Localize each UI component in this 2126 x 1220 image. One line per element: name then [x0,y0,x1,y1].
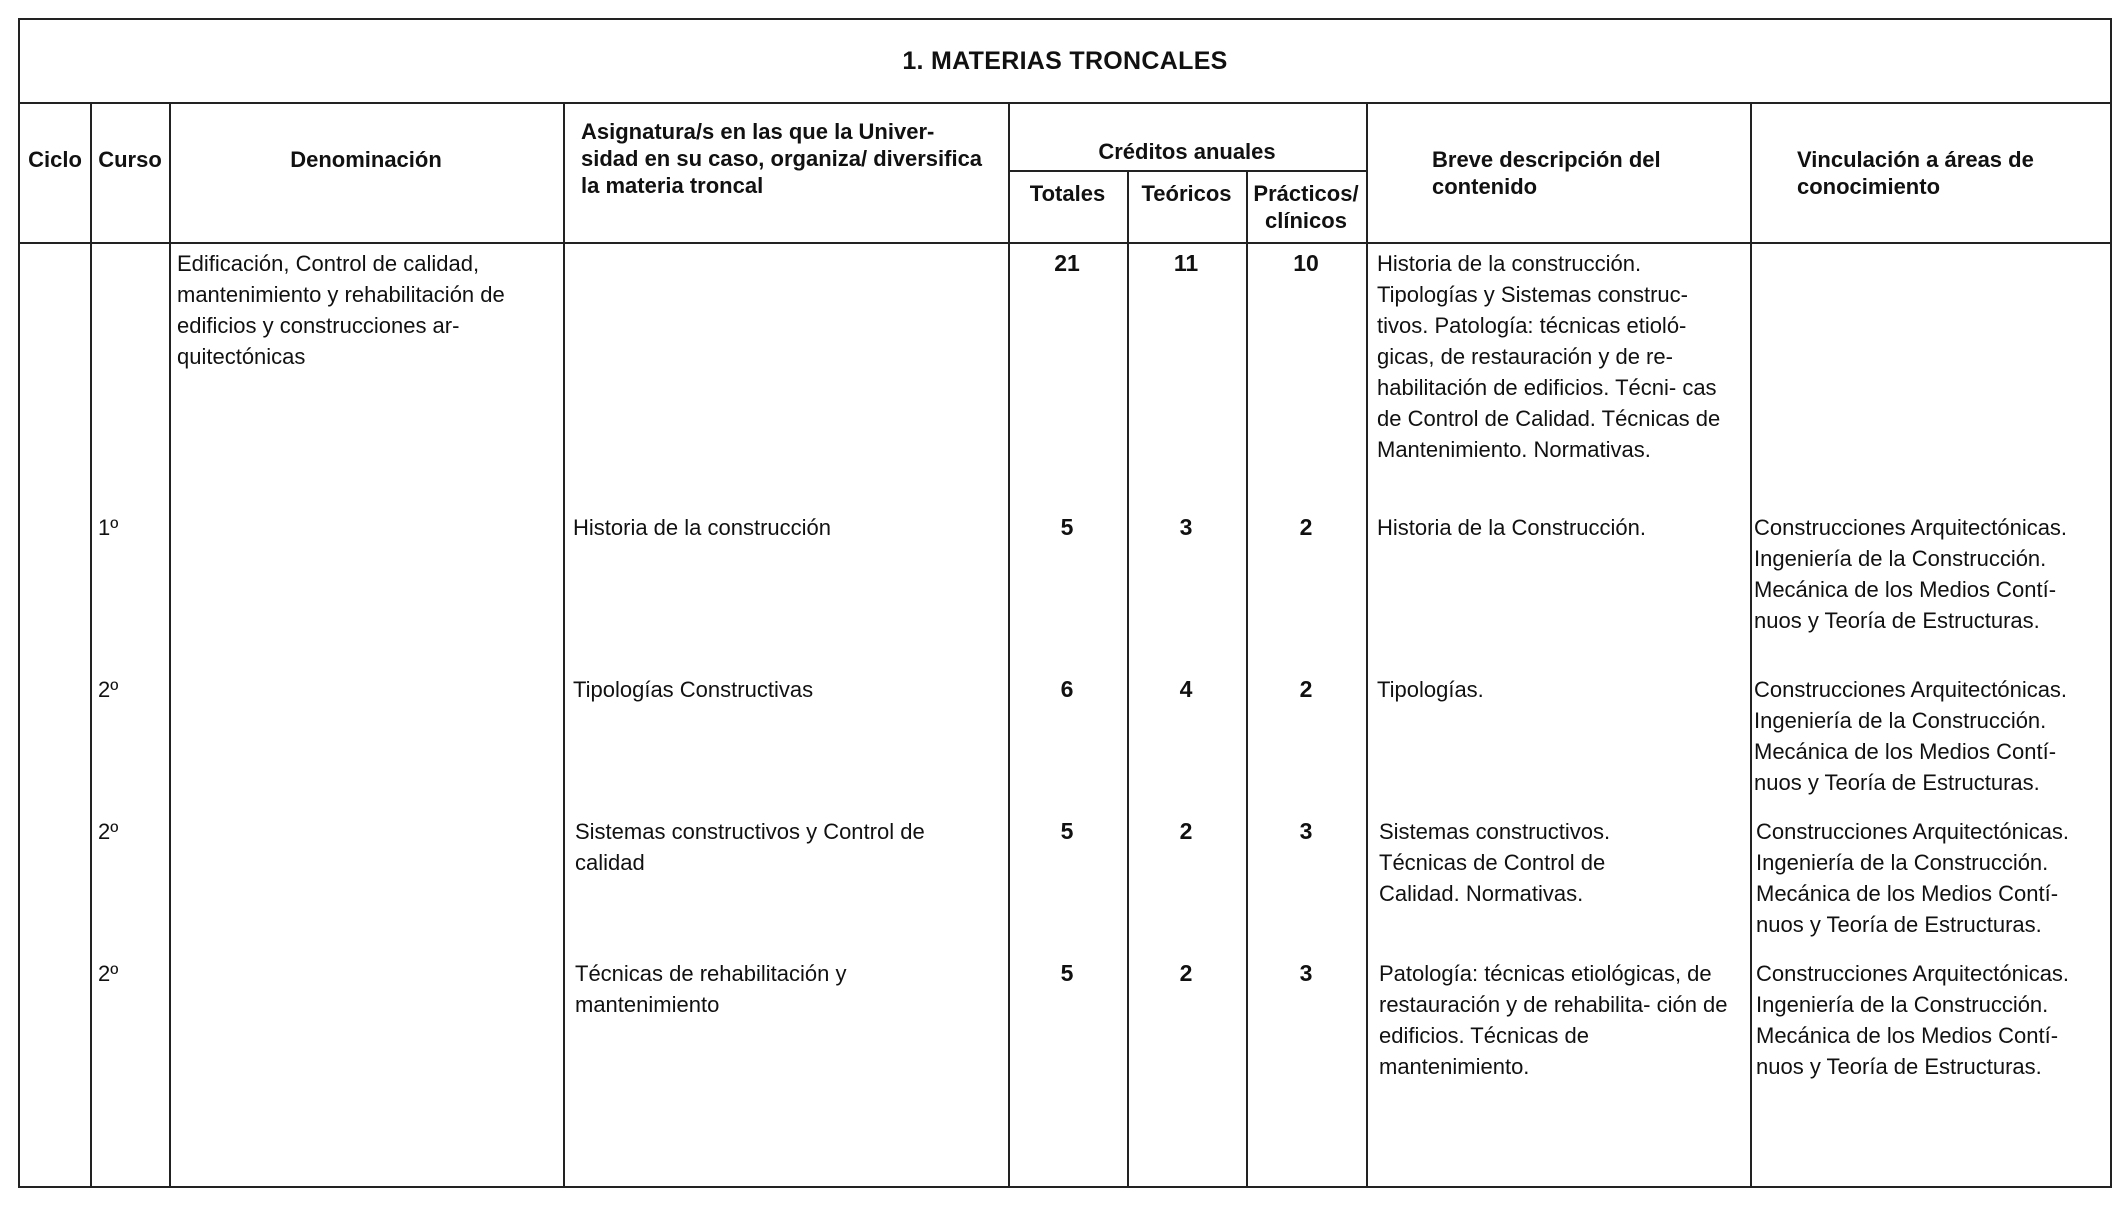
row-1-asignatura: Historia de la construcción [573,515,832,540]
col-rule-denominacion [563,104,565,1186]
row-4-curso: 2º [98,961,119,986]
col-rule-asignaturas [1008,104,1010,1186]
row-1-practicos: 2 [1299,514,1313,540]
col-rule-curso [169,104,171,1186]
row-2-vinculacion: Construcciones Arquitectónicas. Ingeniería de la Construcción. Mecánica de los Medios Contí- nuos y Teoría de Estructuras. [1754,677,2068,795]
header-asignaturas: Asignatura/s en las que la Univer- sidad en su caso, organiza/ diversifica la materia troncal [581,119,983,198]
document-table [18,18,2112,1188]
row-3-asignatura: Sistemas constructivos y Control de calidad [575,819,925,875]
header-curso: Curso [98,147,162,172]
subject-totales: 21 [1054,250,1080,276]
col-rule-ciclo [90,104,92,1186]
row-2-practicos: 2 [1299,676,1313,702]
subject-denominacion: Edificación, Control de calidad, mantenimiento y rehabilitación de edificios y construcciones ar- quitectónicas [177,251,505,369]
title-band [20,20,2110,104]
row-4-practicos: 3 [1299,960,1313,986]
header-creditos: Créditos anuales [1098,139,1276,164]
row-2-teoricos: 4 [1179,676,1193,702]
row-4-asignatura: Técnicas de rehabilitación y mantenimiento [575,961,847,1017]
header-vinculacion: Vinculación a áreas de conocimiento [1797,147,2034,199]
header-practicos: Prácticos/ clínicos [1253,181,1359,233]
row-1-curso: 1º [98,515,119,540]
row-3-curso: 2º [98,819,119,844]
header-totales: Totales [1029,181,1106,206]
subject-descripcion: Historia de la construcción. Tipologías y Sistemas construc- tivos. Patología: técnicas etioló- gicas, de restauración y de re- habilitación de edificios. Técni- cas de Control de Calidad. Técnicas de Mantenimiento. Normativas. [1377,251,1721,462]
header-bottom-rule [20,242,2110,244]
row-1-teoricos: 3 [1179,514,1193,540]
subject-practicos: 10 [1293,250,1319,276]
row-2-asignatura: Tipologías Constructivas [573,677,814,702]
row-3-vinculacion: Construcciones Arquitectónicas. Ingeniería de la Construcción. Mecánica de los Medios Contí- nuos y Teoría de Estructuras. [1756,819,2070,937]
row-1-vinculacion: Construcciones Arquitectónicas. Ingeniería de la Construcción. Mecánica de los Medios Contí- nuos y Teoría de Estructuras. [1754,515,2068,633]
header-ciclo: Ciclo [28,147,82,172]
row-4-teoricos: 2 [1179,960,1193,986]
col-rule-totales [1127,170,1129,1186]
row-2-curso: 2º [98,677,119,702]
row-1-descripcion: Historia de la Construcción. [1377,515,1647,540]
row-2-descripcion: Tipologías. [1377,677,1484,702]
row-3-teoricos: 2 [1179,818,1193,844]
row-3-totales: 5 [1060,818,1074,844]
row-4-vinculacion: Construcciones Arquitectónicas. Ingeniería de la Construcción. Mecánica de los Medios Contí- nuos y Teoría de Estructuras. [1756,961,2070,1079]
col-rule-creditos [1366,104,1368,1186]
row-3-descripcion: Sistemas constructivos. Técnicas de Control de Calidad. Normativas. [1379,819,1611,906]
creditos-subheader-rule [1008,170,1366,172]
row-2-totales: 6 [1060,676,1074,702]
header-denominacion: Denominación [290,147,442,172]
row-4-descripcion: Patología: técnicas etiológicas, de restauración y de rehabilita- ción de edificios. Técnicas de mantenimiento. [1379,961,1728,1079]
col-rule-descripcion [1750,104,1752,1186]
row-3-practicos: 3 [1299,818,1313,844]
col-rule-teoricos [1246,170,1248,1186]
row-4-totales: 5 [1060,960,1074,986]
document-title: 1. MATERIAS TRONCALES [902,46,1228,75]
header-descripcion: Breve descripción del contenido [1432,147,1661,199]
subject-teoricos: 11 [1173,250,1199,276]
row-1-totales: 5 [1060,514,1074,540]
header-teoricos: Teóricos [1141,181,1232,206]
